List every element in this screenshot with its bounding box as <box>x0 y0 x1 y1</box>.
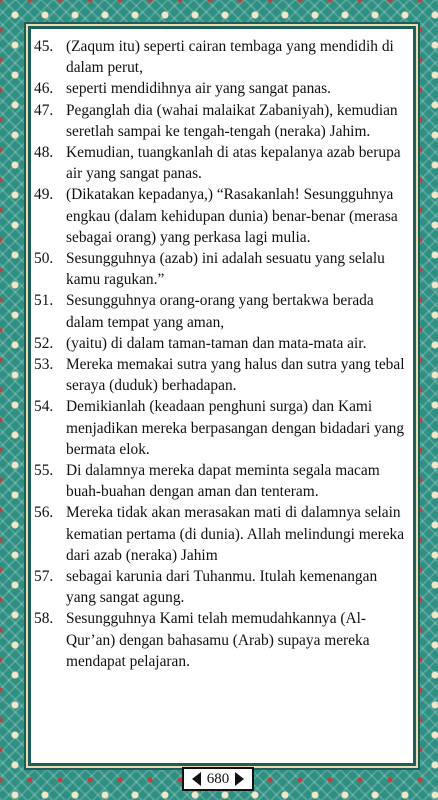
verse-number: 50. <box>34 250 54 268</box>
verse-item <box>34 78 406 99</box>
verse-text: Sesungguhnya orang-orang yang bertakwa berada dalam tempat yang aman, <box>66 292 374 331</box>
verse-item <box>34 354 406 396</box>
verse-text: Demikianlah (keadaan penghuni surga) dan Kami menjadikan mereka berpasangan dengan bidadari yang bermata elok. <box>66 398 405 458</box>
verse-text: Sesungguhnya (azab) ini adalah sesuatu yang selalu kamu ragukan.” <box>66 250 385 289</box>
triangle-right-icon[interactable] <box>235 772 244 786</box>
verse-number: 58. <box>34 610 54 628</box>
page-number: 680 <box>206 770 230 787</box>
verse-number: 47. <box>34 101 54 119</box>
verse-item <box>34 502 406 566</box>
verse-number: 46. <box>34 80 54 98</box>
verse-item <box>34 333 406 354</box>
verse-number: 57. <box>34 568 54 586</box>
verse-text: Peganglah dia (wahai malaikat Zabaniyah), kemudian seretlah sampai ke tengah-tengah (neraka) Jahim. <box>66 101 398 140</box>
verse-number: 48. <box>34 144 54 162</box>
verse-number: 45. <box>34 38 54 55</box>
triangle-left-icon[interactable] <box>192 772 201 786</box>
verse-number: 56. <box>34 504 54 522</box>
verse-text: Sesungguhnya Kami telah memudahkannya (Al-Qur’an) dengan bahasamu (Arab) supaya mereka mendapat pelajaran. <box>66 610 370 670</box>
verse-number: 51. <box>34 292 54 310</box>
verse-number: 53. <box>34 356 54 374</box>
verse-item <box>34 36 406 78</box>
verse-item <box>34 396 406 460</box>
verse-text: (Zaqum itu) seperti cairan tembaga yang mendidih di dalam perut, <box>66 38 394 77</box>
verse-item <box>34 290 406 332</box>
verse-text: (Dikatakan kepadanya,) “Rasakanlah! Sesungguhnya engkau (dalam kehidupan dunia) benar-benar (merasa sebagai orang) yang perkasa lagi mulia. <box>66 186 398 246</box>
verse-text: Di dalamnya mereka dapat meminta segala macam buah-buahan dengan aman dan tenteram. <box>66 462 380 501</box>
verse-text: (yaitu) di dalam taman-taman dan mata-mata air. <box>66 334 367 352</box>
verse-item <box>34 100 406 142</box>
verse-text: sebagai karunia dari Tuhanmu. Itulah kemenangan yang sangat agung. <box>66 568 378 607</box>
verse-number: 55. <box>34 462 54 480</box>
verse-item <box>34 566 406 608</box>
verse-item <box>34 248 406 290</box>
verse-text: Kemudian, tuangkanlah di atas kepalanya azab berupa air yang sangat panas. <box>66 144 401 183</box>
verse-item <box>34 184 406 248</box>
verse-list <box>34 36 406 672</box>
verse-item <box>34 608 406 672</box>
verse-item <box>34 142 406 184</box>
page-navigator <box>182 767 254 791</box>
verse-number: 52. <box>34 334 54 352</box>
verse-number: 49. <box>34 186 54 204</box>
verse-number: 54. <box>34 398 54 416</box>
verse-text: Mereka memakai sutra yang halus dan sutra yang tebal seraya (duduk) berhadapan. <box>66 356 405 395</box>
verse-text: seperti mendidihnya air yang sangat panas. <box>66 80 331 98</box>
verse-text: Mereka tidak akan merasakan mati di dalamnya selain kematian pertama (di dunia). Allah melindungi mereka dari azab (neraka) Jahim <box>66 504 405 564</box>
verse-item <box>34 460 406 502</box>
